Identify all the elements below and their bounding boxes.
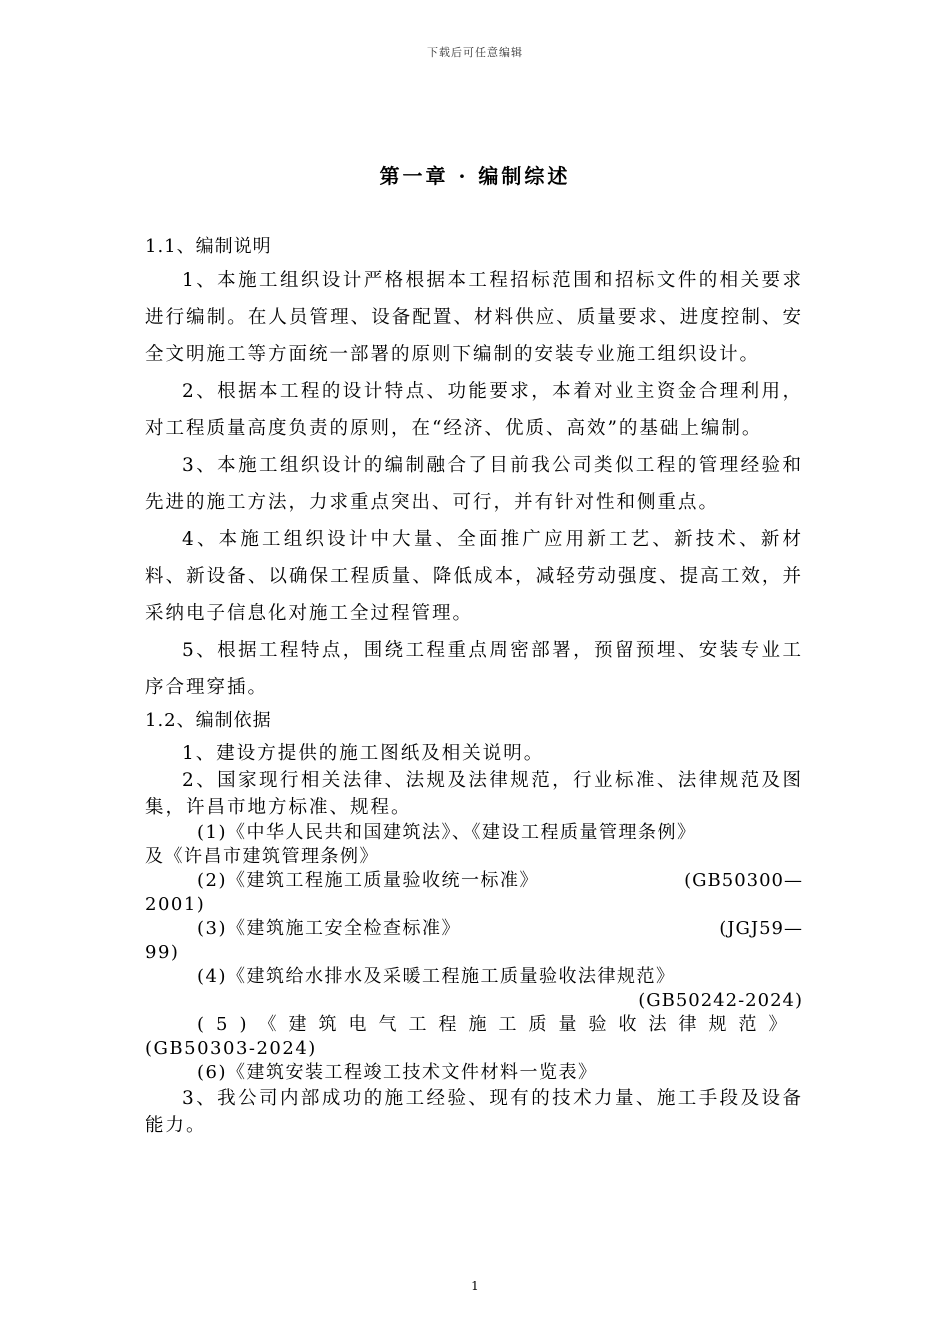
standard-item-text: (2)《建筑工程施工质量验收统一标准》 <box>197 870 539 891</box>
section-heading-1-2: 1.2、编制依据 <box>145 710 272 731</box>
standard-item-continuation: 99) <box>145 942 180 963</box>
basis-3: 3、我公司内部成功的施工经验、现有的技术力量、施工手段及设备能力。 <box>145 1088 803 1136</box>
document-body <box>145 232 803 1139</box>
paragraph-4: 4、本施工组织设计中大量、全面推广应用新工艺、新技术、新材料、新设备、以确保工程质量、降低成本，减轻劳动强度、提高工效，并采纳电子信息化对施工全过程管理。 <box>145 529 803 624</box>
standard-item-3 <box>145 917 803 965</box>
standard-item-text: (3)《建筑施工安全检查标准》 <box>197 918 461 939</box>
standard-item-6 <box>145 1061 803 1085</box>
standard-item-4 <box>145 965 803 1013</box>
paragraph-3: 3、本施工组织设计的编制融合了目前我公司类似工程的管理经验和先进的施工方法，力求重点突出、可行，并有针对性和侧重点。 <box>145 455 803 513</box>
page-header-note: 下载后可任意编辑 <box>427 46 523 59</box>
standard-item-text: (1)《中华人民共和国建筑法》、《建设工程质量管理条例》 <box>197 822 697 843</box>
paragraph-5: 5、根据工程特点，围绕工程重点周密部署，预留预埋、安装专业工序合理穿插。 <box>145 640 803 698</box>
section-heading-1-1: 1.1、编制说明 <box>145 236 272 257</box>
basis-2: 2、国家现行相关法律、法规及法律规范，行业标准、法律规范及图集，许昌市地方标准、规程。 <box>145 770 803 818</box>
standard-item-text: (4)《建筑给水排水及采暖工程施工质量验收法律规范》 <box>197 966 676 987</box>
paragraph-2: 2、根据本工程的设计特点、功能要求，本着对业主资金合理利用，对工程质量高度负责的原则，在“经济、优质、高效”的基础上编制。 <box>145 381 803 439</box>
standard-item-continuation: 及《许昌市建筑管理条例》 <box>145 846 379 867</box>
standard-item-continuation: 2001) <box>145 894 206 915</box>
standard-code: (GB50242-2024) <box>638 990 803 1011</box>
paragraph-1: 1、本施工组织设计严格根据本工程招标范围和招标文件的相关要求进行编制。在人员管理、设备配置、材料供应、质量要求、进度控制、安全文明施工等方面统一部署的原则下编制的安装专业施工组织设计。 <box>145 270 803 365</box>
standard-item-text: (5)《建筑电气工程施工质量验收法律规范》 <box>197 1014 799 1035</box>
standard-item-5 <box>145 1013 803 1061</box>
standard-item-1 <box>145 821 803 869</box>
basis-1: 1、建设方提供的施工图纸及相关说明。 <box>182 743 545 764</box>
chapter-title: 第一章 · 编制综述 <box>379 164 571 188</box>
standard-item-text: (6)《建筑安装工程竣工技术文件材料一览表》 <box>197 1062 598 1083</box>
page-number: 1 <box>471 1279 479 1293</box>
standard-item-continuation: (GB50303-2024) <box>145 1038 317 1059</box>
standard-code: (GB50300— <box>684 870 803 891</box>
standard-item-2 <box>145 869 803 917</box>
standard-code: (JGJ59— <box>719 918 803 939</box>
